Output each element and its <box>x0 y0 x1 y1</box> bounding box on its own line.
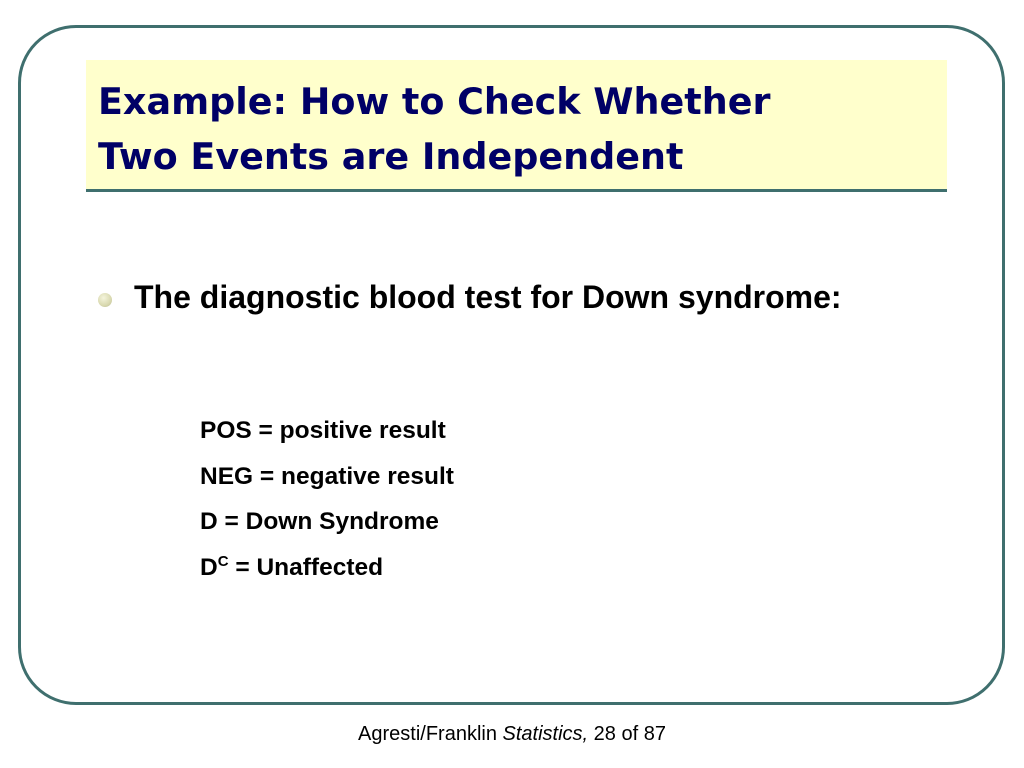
slide-title-line-1: Example: How to Check Whether <box>98 80 771 123</box>
definition-neg <box>200 454 454 500</box>
definition-meaning: = Down Syndrome <box>217 508 439 535</box>
definition-term: D <box>200 508 218 535</box>
definition-term: D <box>200 553 218 581</box>
definition-meaning: = positive result <box>251 417 446 444</box>
definition-meaning: = negative result <box>253 462 454 490</box>
slide-footer <box>0 723 1024 746</box>
definition-pos <box>200 408 454 454</box>
footer-book-title: Statistics, <box>502 723 589 745</box>
definitions-list <box>200 408 454 590</box>
definition-term: NEG <box>200 462 254 490</box>
title-box <box>86 60 947 189</box>
slide-title-line-2: Two Events are Independent <box>98 135 684 178</box>
definition-term: POS <box>200 417 252 444</box>
definition-meaning: = Unaffected <box>228 553 384 581</box>
definition-superscript: C <box>217 552 229 570</box>
definition-dc <box>200 545 454 591</box>
bullet-icon <box>98 293 112 307</box>
definition-d <box>200 499 454 545</box>
footer-page-number: 28 of 87 <box>593 723 666 745</box>
footer-authors: Agresti/Franklin <box>358 723 497 745</box>
title-underline <box>86 189 947 192</box>
bullet-text: The diagnostic blood test for Down syndrome: <box>134 279 842 315</box>
